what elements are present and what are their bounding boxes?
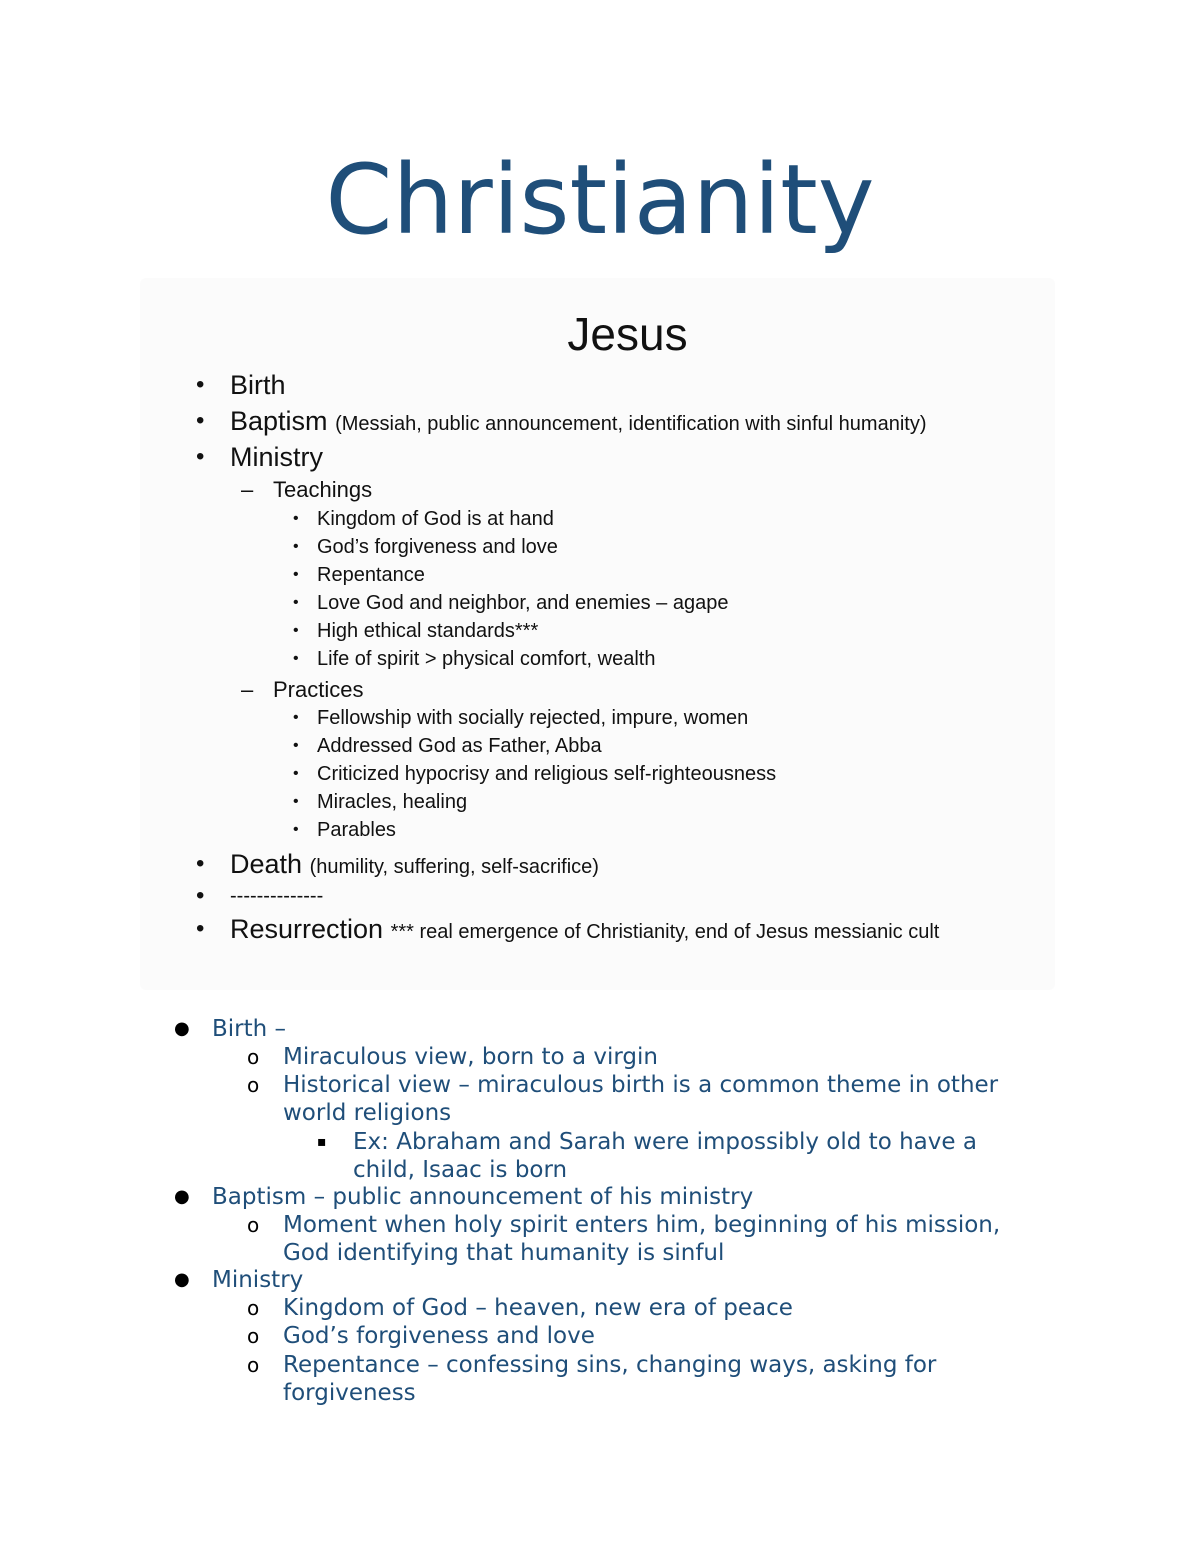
bullet: o xyxy=(247,1324,260,1348)
bullet: • xyxy=(196,407,205,434)
bullet: • xyxy=(196,850,205,877)
bullet: o xyxy=(247,1045,260,1069)
list-item: ● Baptism – public announcement of his ministry xyxy=(174,1184,754,1210)
slide-item: • -------------- xyxy=(230,879,323,913)
slide-subsubitem: • Life of spirit > physical comfort, wealth xyxy=(293,648,656,670)
slide-image xyxy=(140,278,1055,990)
slide-subsubitem: • God’s forgiveness and love xyxy=(293,536,558,558)
slide-subsubitem: • Kingdom of God is at hand xyxy=(293,508,554,530)
bullet: • xyxy=(293,566,299,583)
slide-subsubitem: • Repentance xyxy=(293,564,425,586)
bullet: • xyxy=(293,510,299,527)
bullet: • xyxy=(293,538,299,555)
list-item: o God’s forgiveness and love xyxy=(247,1323,595,1349)
bullet: – xyxy=(241,477,254,502)
bullet: o xyxy=(247,1296,260,1320)
list-item: ● Ministry xyxy=(174,1267,304,1293)
slide-subitem: – Teachings xyxy=(241,477,373,502)
bullet: o xyxy=(247,1073,260,1097)
bullet: ● xyxy=(174,1018,190,1039)
slide-subsubitem: • Addressed God as Father, Abba xyxy=(293,735,602,757)
bullet: o xyxy=(247,1353,260,1377)
bullet: ● xyxy=(174,1269,190,1290)
list-item: o Repentance – confessing sins, changing ways, asking for forgiveness xyxy=(247,1352,937,1406)
bullet: • xyxy=(196,915,205,942)
bullet: • xyxy=(293,650,299,667)
list-item: o Historical view – miraculous birth is a common theme in other world religions xyxy=(247,1072,999,1126)
slide-item: • Death (humility, suffering, self-sacrifice) xyxy=(196,849,599,879)
bullet: • xyxy=(196,882,205,909)
bullet: • xyxy=(293,793,299,810)
bullet: • xyxy=(293,821,299,838)
bullet: ● xyxy=(174,1186,190,1207)
list-item: ● Birth – xyxy=(174,1016,287,1042)
slide-subsubitem: • Miracles, healing xyxy=(293,791,468,813)
list-item: o Kingdom of God – heaven, new era of peace xyxy=(247,1295,793,1321)
slide-subsubitem: • Fellowship with socially rejected, impure, women xyxy=(293,707,749,729)
bullet: • xyxy=(196,371,205,398)
document-title: Christianity xyxy=(325,144,875,256)
slide-subsubitem: • High ethical standards*** xyxy=(293,620,539,642)
bullet: • xyxy=(293,737,299,754)
bullet: • xyxy=(293,765,299,782)
bullet: • xyxy=(293,622,299,639)
slide-item: • Ministry xyxy=(196,442,323,472)
slide-item: • Baptism (Messiah, public announcement, identification with sinful humanity) xyxy=(196,406,927,436)
slide-subsubitem: • Parables xyxy=(293,819,396,841)
bullet: ▪ xyxy=(317,1134,327,1150)
bullet: • xyxy=(196,443,205,470)
bullet: – xyxy=(241,677,254,702)
list-item: o Miraculous view, born to a virgin xyxy=(247,1044,658,1070)
slide-title: Jesus xyxy=(567,308,688,360)
slide-subsubitem: • Criticized hypocrisy and religious self-righteousness xyxy=(293,763,777,785)
slide-subitem: – Practices xyxy=(241,677,364,702)
list-item: o Moment when holy spirit enters him, beginning of his mission, God identifying that humanity is sinful xyxy=(247,1212,1001,1266)
slide-item: • Birth xyxy=(196,370,286,400)
bullet: o xyxy=(247,1213,260,1237)
slide-subsubitem: • Love God and neighbor, and enemies – agape xyxy=(293,592,729,614)
list-item: ▪ Ex: Abraham and Sarah were impossibly old to have a child, Isaac is born xyxy=(317,1129,977,1183)
bullet: • xyxy=(293,594,299,611)
slide-item: • Resurrection *** real emergence of Christianity, end of Jesus messianic cult xyxy=(196,914,940,944)
bullet: • xyxy=(293,709,299,726)
